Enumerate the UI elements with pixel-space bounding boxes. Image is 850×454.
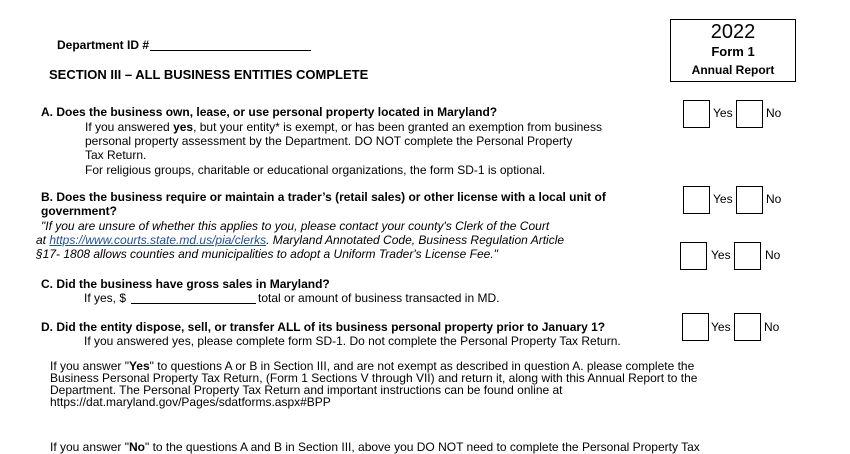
department-id-field[interactable]	[150, 38, 311, 51]
form-year: 2022	[710, 21, 756, 43]
gross-sales-amount-field[interactable]	[131, 291, 256, 304]
question-d-yes-checkbox[interactable]	[682, 313, 709, 341]
question-a-line1: If you answered yes, but your entity* is exempt, or has been granted an exemption from business	[85, 120, 602, 134]
question-b-heading-2: government?	[41, 204, 118, 218]
question-b-yes-checkbox[interactable]	[683, 186, 710, 214]
instructions-p1-line3: Department. The Personal Property Tax Return and important instructions can be found online at	[50, 383, 563, 397]
question-d-yes-label: Yes	[711, 320, 731, 334]
instructions-bpp-url[interactable]: https://dat.maryland.gov/Pages/sdatforms.aspx#BPP	[50, 395, 331, 409]
question-a-no-checkbox[interactable]	[736, 100, 763, 128]
question-a-line3: Tax Return.	[85, 148, 147, 162]
question-b-note-1: "If you are unsure of whether this applies to you, please contact your county's Clerk of the Court	[41, 219, 550, 233]
form-subtitle: Annual Report	[691, 63, 775, 77]
instructions-p1-line2: Business Personal Property Tax Return, (Form 1 Sections V through VII) and return it, along with this Annual Report to the	[50, 371, 698, 385]
question-b2-no-label: No	[765, 248, 781, 262]
instructions-p2-line1: If you answer "No" to the questions A and B in Section III, above you DO NOT need to complete the Personal Property Tax	[50, 440, 700, 454]
question-d-line: If you answered yes, please complete form SD-1. Do not complete the Personal Property Tax Return.	[84, 334, 621, 348]
question-b-note-2: at https://www.courts.state.md.us/pia/clerks. Maryland Annotated Code, Business Regulation Article	[36, 233, 565, 247]
department-id-label: Department ID #	[57, 38, 150, 52]
question-b-note-3: §17- 1808 allows counties and municipalities to adopt a Uniform Trader's License Fee."	[36, 247, 498, 261]
question-c-heading: C. Did the business have gross sales in Maryland?	[41, 277, 330, 291]
question-b-no-checkbox[interactable]	[736, 186, 763, 214]
question-d-heading: D. Did the entity dispose, sell, or transfer ALL of its business personal property prior to January 1?	[41, 320, 606, 334]
question-a-line2: personal property assessment by the Department. DO NOT complete the Personal Property	[85, 134, 573, 148]
form-name: Form 1	[711, 44, 755, 59]
question-d-no-label: No	[764, 320, 780, 334]
question-b2-no-checkbox[interactable]	[734, 242, 761, 270]
question-a-heading: A. Does the business own, lease, or use personal property located in Maryland?	[41, 105, 498, 119]
form-id-box	[670, 19, 796, 82]
instructions-p1-line1: If you answer "Yes" to questions A or B in Section III, and are not exempt as described in question A. please complete the	[50, 359, 695, 373]
question-a-yes-label: Yes	[713, 106, 733, 120]
question-a-yes-checkbox[interactable]	[683, 100, 710, 128]
question-a-line4: For religious groups, charitable or educational organizations, the form SD-1 is optional.	[85, 163, 546, 177]
question-c-line-pre: If yes, $	[84, 291, 127, 305]
question-b-yes-label: Yes	[713, 192, 733, 206]
question-c-line-post: total or amount of business transacted in MD.	[258, 291, 500, 305]
question-b2-yes-label: Yes	[711, 248, 731, 262]
question-a-no-label: No	[766, 106, 782, 120]
question-b2-yes-checkbox[interactable]	[680, 242, 707, 270]
question-b-no-label: No	[766, 192, 782, 206]
clerks-link[interactable]: https://www.courts.state.md.us/pia/clerks	[49, 233, 267, 247]
question-b-heading-1: B. Does the business require or maintain a trader’s (retail sales) or other license with a local unit of	[41, 190, 606, 204]
question-d-no-checkbox[interactable]	[734, 313, 761, 341]
section-title: SECTION III – ALL BUSINESS ENTITIES COMPLETE	[49, 67, 369, 82]
